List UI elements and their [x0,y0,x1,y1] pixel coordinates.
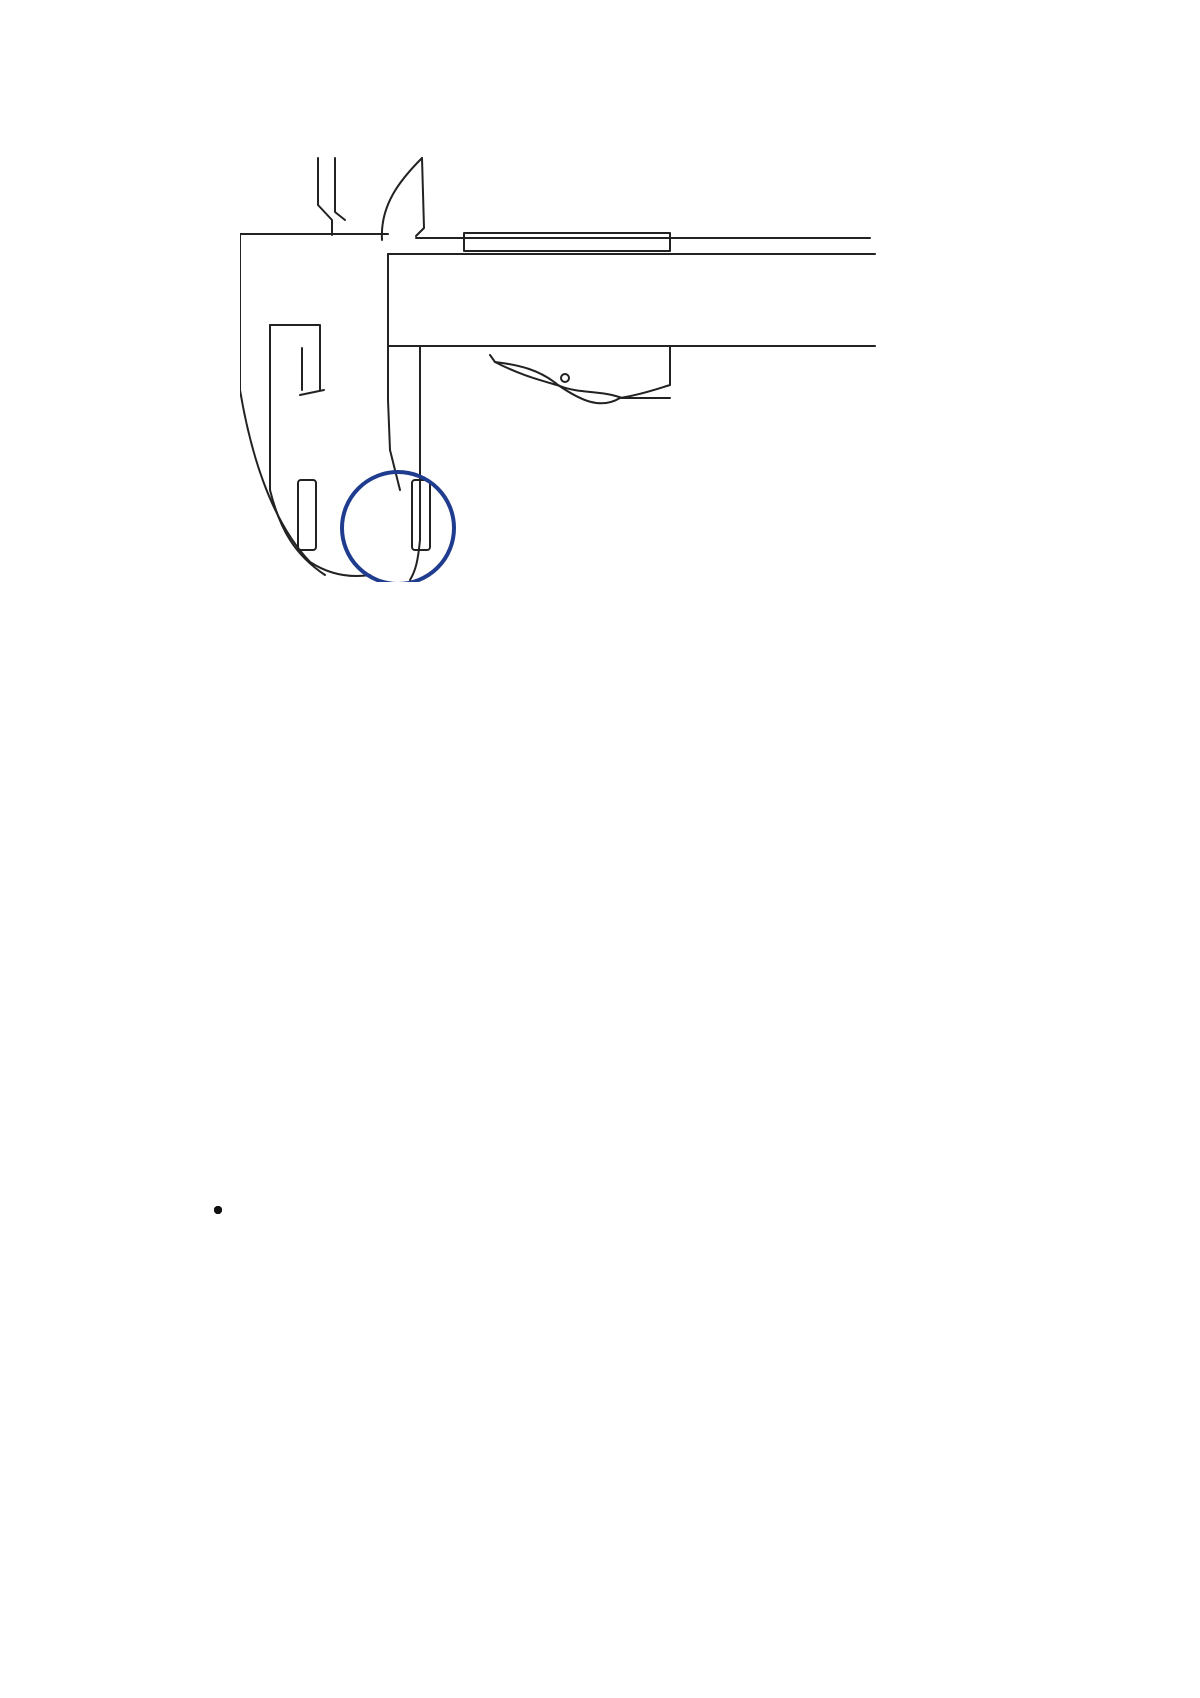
bullet-icon [214,1206,222,1214]
vernier-caliper-figure [240,150,970,590]
inside-jaw-left [318,158,332,235]
caliper-frame [240,234,370,576]
slider-top-bar [464,233,670,251]
steps-intro [174,1130,1040,1149]
inside-jaw-left-edge [335,158,345,220]
outside-jaw-left [298,480,316,550]
cylinder-object [342,472,454,584]
inside-jaw-right-edge [416,158,424,236]
inside-jaw-right [382,158,422,240]
thumb-screw [561,374,569,382]
